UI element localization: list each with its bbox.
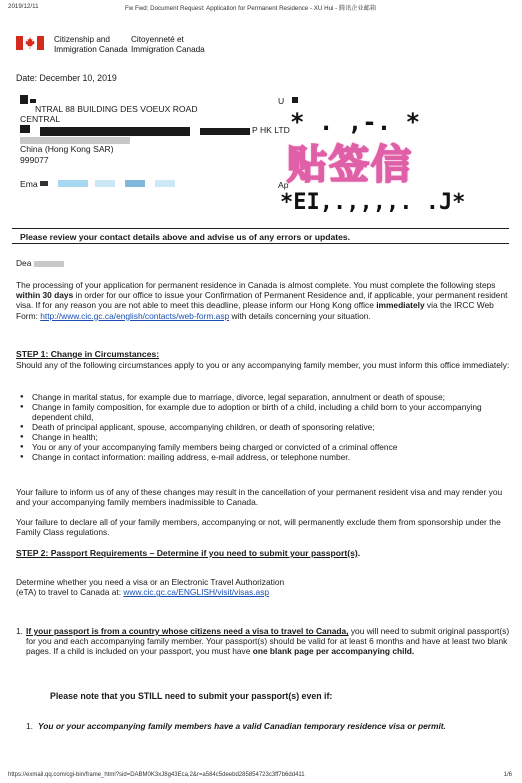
application-label: Ap [278,180,289,190]
redaction-bar [30,99,36,103]
step2-paragraph: Determine whether you need a visa or an Electronic Travel Authorization (eTA) to travel to Canada at: www.cic.gc.ca/ENGLISH/visit/visas.asp [16,577,285,598]
masked-application-number: *EI,.,,,,. .J* [280,190,466,215]
canada-flag-icon [16,36,44,50]
address-ltd: P HK LTD [252,125,290,135]
list-item: ● Change in marital status, for example due to marriage, divorce, legal separation, annulment or death of spouse; [16,392,512,402]
address-country: China (Hong Kong SAR) [20,144,114,154]
web-form-link[interactable]: http://www.cic.gc.ca/english/contacts/web-form.asp [40,310,230,321]
list-item: ● Death of principal applicant, spouse, accompanying children, or death of sponsoring relative; [16,422,512,432]
department-name-fr: Citoyenneté et Immigration Canada [131,35,205,54]
redaction-bar [20,125,30,133]
intro-paragraph: The processing of your application for permanent residence in Canada is almost complete. You must complete the following steps within 30 days in order for our office to issue your Confirmation of Permanent Residence and, if applicable, your permanent resident visa. If for any reason you are not able to meet this deadline, please inform our Hong Kong office immediately via the IRCC Web Form: http://www.cic.gc.ca/english/contacts/web-form.asp with details concerning your situation. [16,280,508,321]
print-url: https://exmail.qq.com/cgi-bin/frame_html?sid=DABM0K3xJ8g43Eca,2&r=a584c5deebd285854723c3ff7b6dd411 [8,772,305,778]
redaction-bar [95,180,115,187]
redaction-bar [155,180,175,187]
redaction-bar [125,180,145,187]
department-name-en: Citizenship and Immigration Canada [54,35,128,54]
visas-link[interactable]: www.cic.gc.ca/ENGLISH/visit/visas.asp [123,587,270,598]
redaction-bar [292,97,298,103]
step1-title: STEP 1: Change in Circumstances: [16,349,160,359]
list-item: ● Change in family composition, for example due to adoption or birth of a child, including a child born to your accompanying dependent child, [16,402,512,422]
item1-number: 1. [16,626,23,636]
sub1-text: You or your accompanying family members have a valid Canadian temporary residence visa or permit. [38,721,446,731]
sub1-number: 1. [26,721,33,731]
redaction-bar [58,180,88,187]
failure-paragraph-1: Your failure to inform us of any of these changes may result in the cancellation of your permanent resident visa and may render you and your accompanying family members inadmissible to Canada. [16,487,503,508]
address-line-2: CENTRAL [20,114,61,124]
email-label: Ema [20,179,38,189]
list-item: ● Change in health; [16,432,512,442]
address-postal: 999077 [20,155,49,165]
step2-title: STEP 2: Passport Requirements – Determine if you need to submit your passport(s). [16,548,361,558]
print-header [0,0,522,14]
print-title: Fw Fwd: Document Request: Application for Permanent Residence - XU Hui - 腾讯企业邮箱 [125,5,377,12]
list-item: ● You or any of your accompanying family members being charged or convicted of a criminal offence [16,442,512,452]
uci-label: U [278,96,285,106]
list-item: ● Change in contact information: mailing address, e-mail address, or telephone number. [16,452,512,462]
redaction-bar [20,137,130,144]
step1-list [16,392,512,462]
salutation: Dea [16,258,64,268]
notice-box [12,228,509,244]
page-number: 1/6 [503,772,512,778]
print-date: 2019/12/11 [8,3,39,10]
letter-date: Date: December 10, 2019 [16,73,117,83]
item1-text: If your passport is from a country whose citizens need a visa to travel to Canada, you will need to submit original passport(s) for you and each accompanying family member. Your passport(s) should be valid for at least 6 months and have at least two blank pages. If a child is included on your passport, you must have one blank page per accompanying child. [26,626,510,657]
step1-intro: Should any of the following circumstances apply to you or any accompanying family member, you must inform this office immediately: [16,360,510,370]
redaction-bar [20,95,28,104]
redaction-bar [40,127,190,136]
redaction-bar [200,128,250,135]
failure-paragraph-2: Your failure to declare all of your family members, accompanying or not, will permanently exclude them from sponsorship under the Family Class regulations. [16,517,501,538]
print-footer [0,771,522,783]
stamp-overlay: 贴签信 [287,142,413,188]
still-note: Please note that you STILL need to submit your passport(s) even if: [50,691,333,701]
maple-leaf-icon [25,37,35,49]
address-line-1: NTRAL 88 BUILDING DES VOEUX ROAD [35,104,198,114]
notice-text: Please review your contact details above and advise us of any errors or updates. [20,232,351,242]
masked-uci: * . ,-. * [290,108,421,136]
redaction-bar [40,181,48,186]
